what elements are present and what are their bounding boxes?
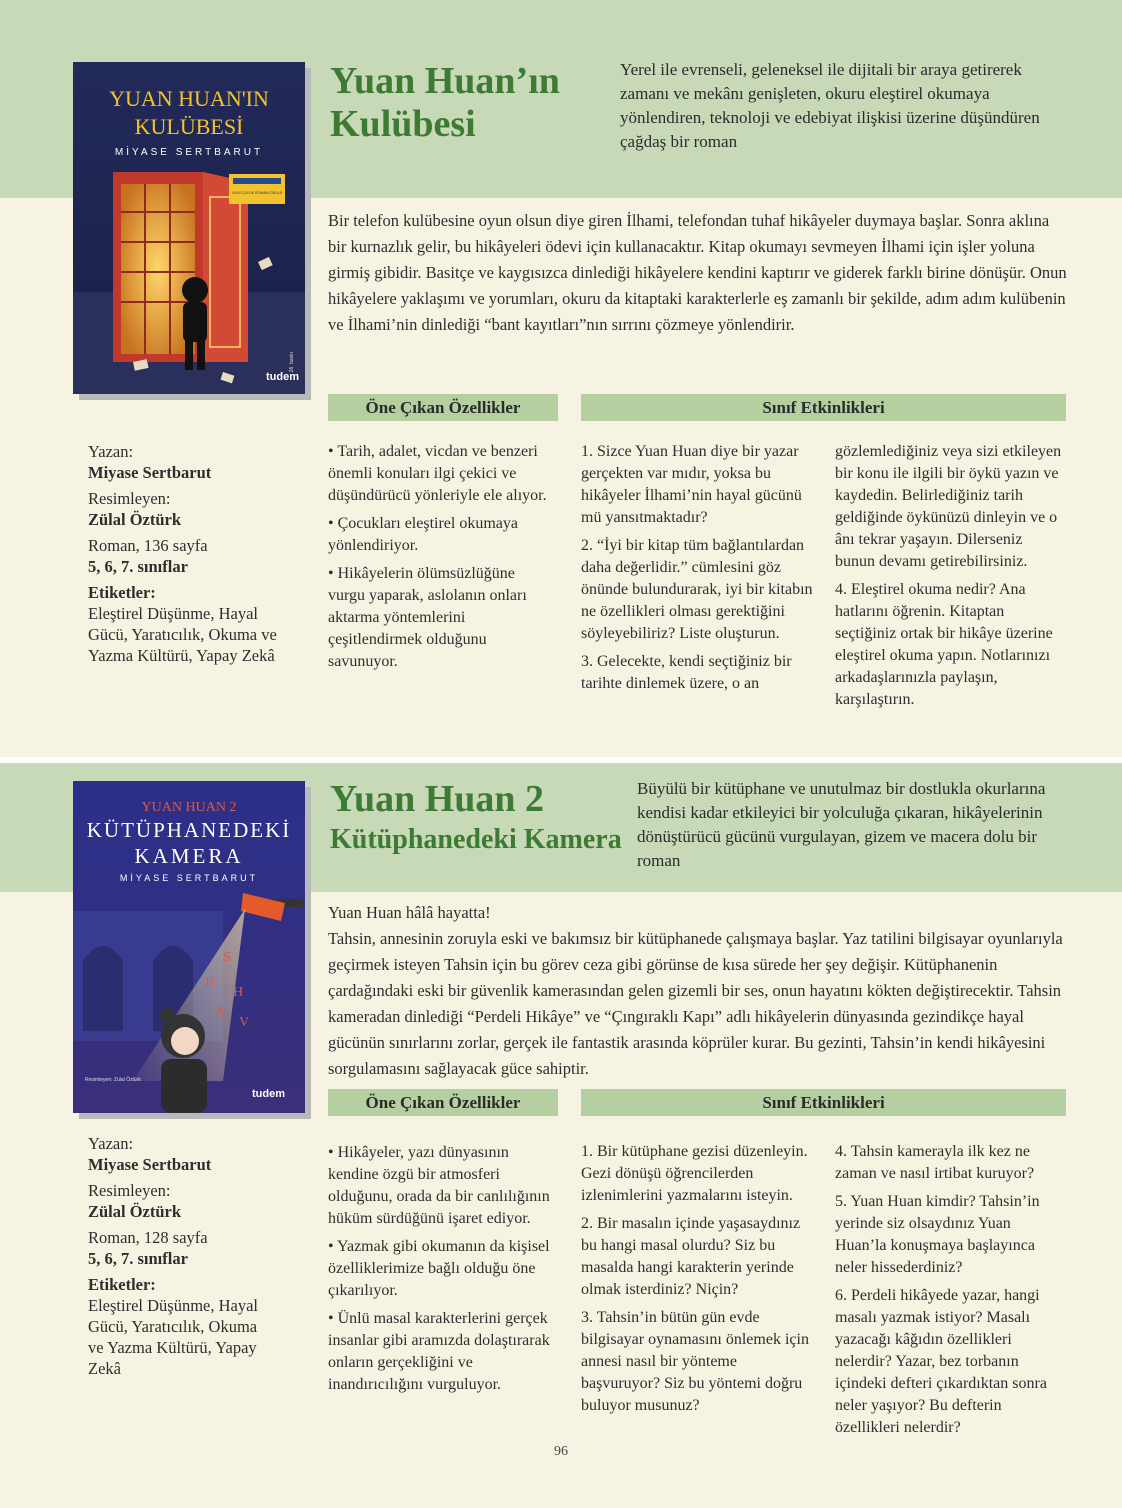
activity-item: 3. Tahsin’in bütün gün evde bilgisayar oynamasını önlemek için annesi nasıl bir yönteme başvuruyor? Siz bu yöntemi doğru buluyor musunuz?: [581, 1309, 809, 1414]
activity-item: 6. Perdeli hikâyede yazar, hangi masalı yazmak istiyor? Masalı yazacağı kâğıdın özellikleri nelerdir? Yazar, bez torbanın içindeki defteri çıkardıktan sonra neler yaşıyor? Bu defterin özellikleri nelerdir?: [835, 1287, 1047, 1436]
activity-item: 4. Eleştirel okuma nedir? Ana hatlarını öğrenin. Kitaptan seçtiğiniz ortak bir hikâye üzerine eleştirel okuma yapın. Notlarınızı arkadaşlarınızla paylaşın, karşılaştırın.: [835, 581, 1053, 708]
svg-text:V: V: [239, 1015, 250, 1030]
svg-text:H: H: [233, 985, 244, 1000]
grade-levels: 5, 6, 7. sınıflar: [88, 557, 188, 576]
cover-author-1: MİYASE SERTBARUT: [114, 147, 264, 158]
book-cover-1: [73, 62, 305, 394]
feature-item: • Çocukları eleştirel okumaya yönlendiriyor.: [328, 515, 518, 554]
cover-title-2: KÜTÜPHANEDEKİ: [86, 818, 292, 842]
feature-item: • Hikâyelerin ölümsüzlüğüne vurgu yaparak, aslolanın onları aktarma yöntemlerini çeşitlendirmek olduğunu savunuyor.: [328, 565, 527, 670]
activities-col2-2: [835, 1141, 1065, 1445]
cover-publisher-2: tudem: [252, 1088, 285, 1100]
grade-levels: 5, 6, 7. sınıflar: [88, 1249, 188, 1268]
svg-text:B: B: [205, 975, 215, 990]
feature-item: • Yazmak gibi okumanın da kişisel özelliklerimize bağlı olduğu öne çıkarılıyor.: [328, 1238, 550, 1299]
book-title-1-line2: Kulübesi: [330, 102, 476, 145]
activity-item: 1. Sizce Yuan Huan diye bir yazar gerçekten var mıdır, yoksa bu hikâyeler İlhami’nin hayal gücünü mü yansıtmaktadır?: [581, 443, 802, 526]
svg-text:S: S: [223, 950, 231, 965]
cover-publisher-1: tudem: [266, 371, 299, 383]
activity-item: gözlemlediğiniz veya sizi etkileyen bir konu ile ilgili bir öykü yazın ve kaydedin. Belirlediğiniz tarih geldiğinde öykünüzü dinleyin ve o ânı tekrar yaşayın. Dilerseniz bunun devamı getirebilirsiniz.: [835, 443, 1062, 570]
author-name: Miyase Sertbarut: [88, 1155, 212, 1174]
book-title-1: [330, 60, 560, 145]
activity-item: 2. “İyi bir kitap tüm bağlantılardan daha değerlidir.” cümlesini göz önünde bulundurarak, iyi bir kitabın ne özellikleri olması gerektiğini söyleyebiliriz? Liste oluşturun.: [581, 537, 813, 642]
illustrator-label: Resimleyen:: [88, 1181, 171, 1200]
features-list-1: [328, 441, 550, 679]
cover-author-2: MİYASE SERTBARUT: [119, 873, 259, 883]
book-meta-1: [88, 441, 288, 666]
activity-item: 1. Bir kütüphane gezisi düzenleyin. Gezi dönüşü öğrencilerden izlenimlerini yazmalarını isteyin.: [581, 1143, 808, 1204]
activities-header-1: Sınıf Etkinlikleri: [581, 394, 1066, 421]
tags-label: Etiketler:: [88, 1275, 156, 1294]
page-number: 96: [554, 1444, 568, 1459]
illustrator-name: Zülal Öztürk: [88, 1202, 182, 1221]
cover-illustration-2: [73, 781, 305, 1113]
author-label: Yazan:: [88, 442, 134, 461]
activities-col1-1: [581, 441, 816, 701]
feature-item: • Ünlü masal karakterlerini gerçek insanlar gibi aramızda dolaştırarak onların gerçekliğini ve inandırıcılığını vurguluyor.: [328, 1310, 550, 1393]
tagline-2: Büyülü bir kütüphane ve unutulmaz bir dostlukla okurlarına kendisi kadar etkileyici bir yolculuğa çıkaran, hikâyelerinin dönüştürücü gücünü vurgulayan, gizem ve macera dolu bir roman: [637, 779, 1046, 870]
activity-item: 5. Yuan Huan kimdir? Tahsin’in yerinde siz olsaydınız Yuan Huan’la konuşmaya başlayınca neler hissederdiniz?: [835, 1193, 1040, 1276]
author-name: Miyase Sertbarut: [88, 463, 212, 482]
activities-col1-2: [581, 1141, 816, 1423]
book-title-2: Yuan Huan 2: [330, 778, 545, 820]
book-format: Roman, 128 sayfa: [88, 1228, 208, 1247]
feature-item: • Tarih, adalet, vicdan ve benzeri önemli konuları ilgi çekici ve düşündürücü yönleriyle ele alıyor.: [328, 443, 547, 504]
description-2: Tahsin, annesinin zoruyla eski ve bakımsız bir kütüphanede çalışmaya başlar. Yaz tatilini bilgisayar oyunlarıyla geçirmek isteyen Tahsin için bu görev ceza gibi görünse de kısa sürede her şey değişir. Kütüphanenin çardağındaki eski bir güvenlik kamerasından gelen gizemli bir ses, onun hayatını kökten değiştirecektir. Tahsin kameradan dinlediği “Perdeli Hikâye” ve “Çıngıraklı Kapı” adlı hikâyelerin dünyasında gezindikçe hayal gücünün sınırlarını zorlar, gerçek ile fantastik arasında köprüler kurar. Bu gezinti, Tahsin’in kendi hikâyesini sorgulamasını sağlayacak güce sahiptir.: [328, 929, 1063, 1078]
book-meta-2: [88, 1133, 288, 1379]
description-intro-2: Yuan Huan hâlâ hayatta!: [328, 903, 491, 922]
activity-item: 2. Bir masalın içinde yaşasaydınız bu hangi masal olurdu? Siz bu masalda hangi karakterin yerinde olmak isterdiniz? Niçin?: [581, 1215, 801, 1298]
book-format: Roman, 136 sayfa: [88, 536, 208, 555]
book-subtitle-2: Kütüphanedeki Kamera: [330, 824, 622, 855]
features-list-2: [328, 1142, 553, 1402]
tags-list: Eleştirel Düşünme, Hayal Gücü, Yaratıcılık, Okuma ve Yazma Kültürü, Yapay Zekâ: [88, 604, 277, 665]
cover-award-1: YILIN ÇOCUK ROMANI ÖDÜLÜ: [231, 191, 283, 195]
book-cover-2: [73, 781, 305, 1113]
illustrator-label: Resimleyen:: [88, 489, 171, 508]
cover-illustration-1: [73, 62, 305, 394]
cover-subtitle-2: KAMERA: [134, 844, 244, 868]
book-title-1-line1: Yuan Huan’ın: [330, 60, 560, 102]
activities-header-2: Sınıf Etkinlikleri: [581, 1089, 1066, 1116]
activity-item: 4. Tahsin kamerayla ilk kez ne zaman ve nasıl irtibat kuruyor?: [835, 1143, 1035, 1182]
author-label: Yazan:: [88, 1134, 134, 1153]
features-header-2: Öne Çıkan Özellikler: [328, 1089, 558, 1116]
tags-label: Etiketler:: [88, 583, 156, 602]
tagline-1: Yerel ile evrenseli, geleneksel ile dijitali bir araya getirerek zamanı ve mekânı genişleten, okuru eleştirel okumaya yönlendiren, teknoloji ve edebiyat ilişkisi üzerine düşündüren çağdaş bir roman: [620, 60, 1040, 151]
description-1: Bir telefon kulübesine oyun olsun diye giren İlhami, telefondan tuhaf hikâyeler duymaya başlar. Sonra aklına bir kurnazlık gelir, bu hikâyeleri ödevi için kullanacaktır. Kitap okumayı sevmeyen İlhami için işler yoluna girmiş gibidir. Basitçe ve kaygısızca dinlediği hikâyelere kendini kaptırır ve giderek farklı birine dönüşür. Onun hikâyelere yaklaşımı ve yorumları, okuru da kitaptaki karakterlerle eş zamanlı bir şekilde, adım adım kulübenin ve İlhami’nin dinlediği “bant kayıtları”nın sırrını çözmeye yönlendirir.: [328, 211, 1067, 334]
activity-item: 3. Gelecekte, kendi seçtiğiniz bir tarihte dinlemek üzere, o an: [581, 653, 792, 692]
tags-list: Eleştirel Düşünme, Hayal Gücü, Yaratıcılık, Okuma ve Yazma Kültürü, Yapay Zekâ: [88, 1296, 258, 1378]
svg-text:A: A: [215, 1005, 226, 1020]
feature-item: • Hikâyeler, yazı dünyasının kendine özgü bir atmosferi olduğunu, orada da bir canlılığının hüküm sürdüğünü işaret ediyor.: [328, 1144, 550, 1227]
cover-series-2: YUAN HUAN 2: [141, 800, 237, 815]
illustrator-name: Zülal Öztürk: [88, 510, 182, 529]
features-header-1: Öne Çıkan Özellikler: [328, 394, 558, 421]
cover-title-1: YUAN HUAN'IN: [109, 86, 269, 111]
cover-illustrator-2: Resimleyen: Zülal Öztürk: [85, 1077, 141, 1083]
activities-col2-1: [835, 441, 1065, 717]
cover-subtitle-1: KULÜBESİ: [134, 114, 244, 139]
cover-edition-1: 26. baskı: [289, 352, 295, 373]
